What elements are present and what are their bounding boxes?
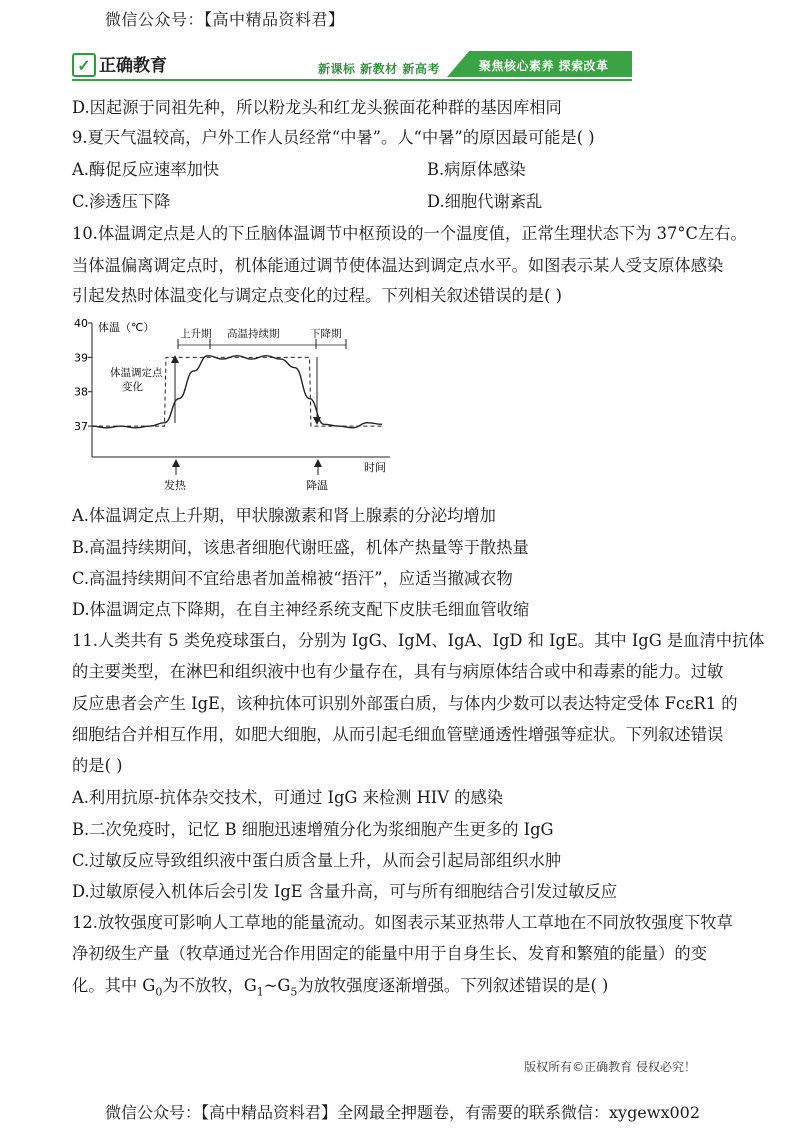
annotation-line1: 体温调定点 (110, 367, 163, 379)
q12-stem-3 (72, 978, 608, 997)
phase-label-plateau: 高温持续期 (227, 328, 280, 340)
header-rule (72, 79, 632, 81)
q9-options-row2 (72, 194, 722, 210)
y-tick-label: 38 (74, 385, 88, 399)
q12-stem-1: 12.放牧强度可影响人工草地的能量流动。如图表示某亚热带人工草地在不同放牧强度下牧草 (72, 913, 733, 932)
q9-option-a: A.酶促反应速率加快 (72, 160, 220, 179)
phase-label-fall: 下降期 (310, 328, 342, 340)
temperature-chart-svg (72, 315, 402, 495)
q11-stem-1: 11.人类共有 5 类免疫球蛋白，分别为 IgG、IgM、IgA、IgD 和 IgE。其中 IgG 是血清中抗体 (72, 631, 765, 650)
q11-stem-5: 的是( ) (72, 756, 123, 775)
q11-option-b: B.二次免疫时，记忆 B 细胞迅速增殖分化为浆细胞产生更多的 IgG (72, 820, 554, 839)
q12-sub-0: 0 (155, 985, 163, 999)
q12-stem-3-d: 为放牧强度逐渐增强。下列叙述错误的是( ) (297, 976, 609, 995)
x-axis-label: 时间 (364, 461, 386, 474)
slogan-left: 新课标 新教材 新高考 (318, 62, 440, 76)
q10-option-d: D.体温调定点下降期，在自主神经系统支配下皮肤毛细血管收缩 (72, 600, 530, 619)
q12-stem-3-c: ~G (263, 976, 291, 995)
q10-stem-2: 当体温偏离调定点时，机体能通过调节使体温达到调定点水平。如图表示某人受支原体感染 (72, 256, 724, 275)
fever-marker-label: 发热 (164, 479, 186, 492)
q9-option-b: B.病原体感染 (427, 160, 526, 179)
temperature-chart (72, 315, 402, 495)
slogan-right: 聚焦核心素养 探索改革 (479, 59, 609, 73)
bottom-wechat-text: 微信公众号：【高中精品资料君】全网最全押题卷，有需要的联系微信：xygewx002 (105, 1103, 701, 1122)
header-banner (72, 48, 632, 86)
q11-stem-2: 的主要类型，在淋巴和组织液中也有少量存在，具有与病原体结合或中和毒素的能力。过敏 (72, 662, 724, 681)
q11-stem-3: 反应患者会产生 IgE，该种抗体可识别外部蛋白质，与体内少数可以表达特定受体 FcεR1 的 (72, 694, 738, 713)
copyright-text: 版权所有©正确教育 侵权必究！ (524, 1060, 696, 1074)
top-wechat-text: 微信公众号：【高中精品资料君】 (105, 10, 345, 29)
q12-sub-5: 5 (290, 985, 298, 999)
q9-stem: 9.夏天气温较高，户外工作人员经常“中暑”。人“中暑”的原因最可能是( ) (72, 128, 595, 147)
q10-stem-3: 引起发热时体温变化与调定点变化的过程。下列相关叙述错误的是( ) (72, 286, 563, 305)
y-tick-label: 40 (74, 317, 88, 330)
q9-options-row1 (72, 162, 722, 178)
y-tick-label: 39 (74, 351, 88, 365)
cool-marker-label: 降温 (306, 479, 328, 492)
y-axis-label: 体温（℃） (98, 321, 155, 334)
q12-stem-3-b: 为不放牧，G (162, 976, 257, 995)
check-icon: ✓ (72, 53, 96, 77)
annotation-line2: 变化 (122, 381, 143, 393)
q12-stem-3-a: 化。其中 G (72, 976, 156, 995)
y-tick-label: 37 (74, 420, 88, 434)
q11-option-c: C.过敏反应导致组织液中蛋白质含量上升，从而会引起局部组织水肿 (72, 851, 562, 870)
q11-option-a: A.利用抗原-抗体杂交技术，可通过 IgG 来检测 HIV 的感染 (72, 788, 504, 807)
phase-label-rise: 上升期 (180, 328, 212, 340)
q9-option-d: D.细胞代谢紊乱 (427, 192, 543, 211)
q10-stem-1: 10.体温调定点是人的下丘脑体温调节中枢预设的一个温度值，正常生理状态下为 37°C左右。 (72, 224, 747, 243)
q10-option-b: B.高温持续期间，该患者细胞代谢旺盛，机体产热量等于散热量 (72, 538, 529, 557)
q8-option-d: D.因起源于同祖先种，所以粉龙头和红龙头猴面花种群的基因库相同 (72, 98, 562, 117)
q10-option-c: C.高温持续期间不宜给患者加盖棉被“捂汗”，应适当撤减衣物 (72, 569, 513, 588)
q11-stem-4: 细胞结合并相互作用，如肥大细胞，从而引起毛细血管壁通透性增强等症状。下列叙述错误 (72, 725, 724, 744)
q12-sub-1: 1 (256, 985, 264, 999)
q11-option-d: D.过敏原侵入机体后会引发 IgE 含量升高，可与所有细胞结合引发过敏反应 (72, 882, 618, 901)
q9-option-c: C.渗透压下降 (72, 192, 171, 211)
q10-option-a: A.体温调定点上升期，甲状腺激素和肾上腺素的分泌均增加 (72, 506, 496, 525)
q12-stem-2: 净初级生产量（牧草通过光合作用固定的能量中用于自身生长、发育和繁殖的能量）的变 (72, 944, 707, 963)
logo-text: 正确教育 (99, 56, 167, 76)
